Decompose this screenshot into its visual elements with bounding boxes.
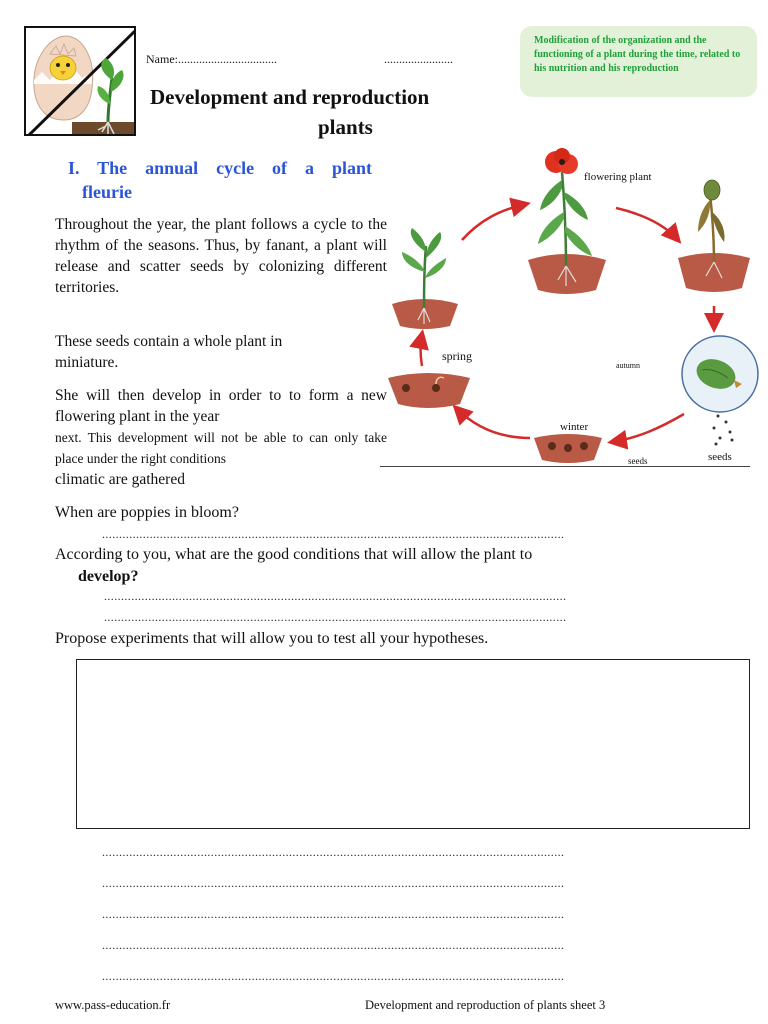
experiment-drawing-box[interactable] <box>76 659 750 829</box>
label-autumn: autumn <box>616 361 640 370</box>
label-spring: spring <box>442 349 472 363</box>
section-heading <box>68 156 372 204</box>
development-paragraph-part-1: She will then develop in order to to form a new flowering plant in the year <box>55 387 387 425</box>
cycle-arrow <box>456 408 530 438</box>
worksheet-logo <box>24 26 136 136</box>
page-title-line-1: Development and reproduction <box>150 85 430 109</box>
germinating-seeds-icon <box>388 373 470 408</box>
cycle-arrow <box>462 204 526 240</box>
question-1: When are poppies in bloom? <box>55 504 239 521</box>
question-2-continuation: develop? <box>78 568 139 585</box>
learning-objective-box: Modification of the organization and the functioning of a plant during the time, related to his nutrition and his reproduction <box>520 26 757 97</box>
name-field[interactable]: Name:................................. <box>146 52 277 66</box>
label-seeds-soil: seeds <box>628 456 648 466</box>
label-seeds-pod: seeds <box>708 451 732 463</box>
answer-line[interactable]: ........................................................................................................................................ <box>102 969 565 983</box>
flowering-poppy-icon <box>528 148 606 294</box>
intro-paragraph: Throughout the year, the plant follows a cycle to the rhythm of the seasons. Thus, by fanant, a plant will release and scatter seeds by colonizing different territories. <box>55 216 387 296</box>
date-field[interactable]: ....................... <box>384 52 453 66</box>
question-3: Propose experiments that will allow you to test all your hypotheses. <box>55 630 489 647</box>
logo-illustration <box>26 28 136 136</box>
seeds-paragraph: These seeds contain a whole plant in miniature. <box>55 333 283 371</box>
answer-line[interactable]: ........................................................................................................................................ <box>104 610 567 624</box>
cycle-arrow <box>616 208 678 240</box>
answer-line[interactable]: ........................................................................................................................................ <box>102 938 565 952</box>
winter-soil-icon <box>534 434 602 463</box>
answer-line[interactable]: ........................................................................................................................................ <box>104 589 567 603</box>
answer-line[interactable]: ........................................................................................................................................ <box>102 845 565 859</box>
seed-pod-icon <box>682 336 758 446</box>
answer-line[interactable]: ........................................................................................................................................ <box>102 527 565 541</box>
answer-line[interactable]: ........................................................................................................................................ <box>102 876 565 890</box>
section-number: I. <box>68 158 80 178</box>
development-paragraph <box>55 385 387 490</box>
plant-life-cycle-diagram <box>380 148 768 470</box>
footer-website: www.pass-education.fr <box>55 998 171 1012</box>
footer-sheet-title: Development and reproduction of plants sheet 3 <box>365 998 606 1012</box>
section-title-line-1: The annual cycle of a plant <box>97 158 372 178</box>
question-2: According to you, what are the good conditions that will allow the plant to <box>55 546 533 563</box>
hatching-chick-icon <box>50 44 76 80</box>
page-title <box>150 82 460 142</box>
development-paragraph-part-2: next. This development will not be able to can only take place under the right conditions <box>55 430 387 466</box>
label-flowering-plant: flowering plant <box>584 171 652 183</box>
answer-line[interactable]: ........................................................................................................................................ <box>102 907 565 921</box>
cycle-arrow <box>421 334 423 366</box>
cycle-arrow <box>612 414 684 442</box>
diagram-divider <box>380 466 750 467</box>
label-winter: winter <box>560 421 589 433</box>
page-title-line-2: plants <box>318 115 373 139</box>
development-paragraph-part-3: climatic are gathered <box>55 471 185 488</box>
wilting-plant-icon <box>678 180 750 292</box>
section-title-line-2: fleurie <box>82 182 132 202</box>
young-plant-icon <box>392 228 458 329</box>
